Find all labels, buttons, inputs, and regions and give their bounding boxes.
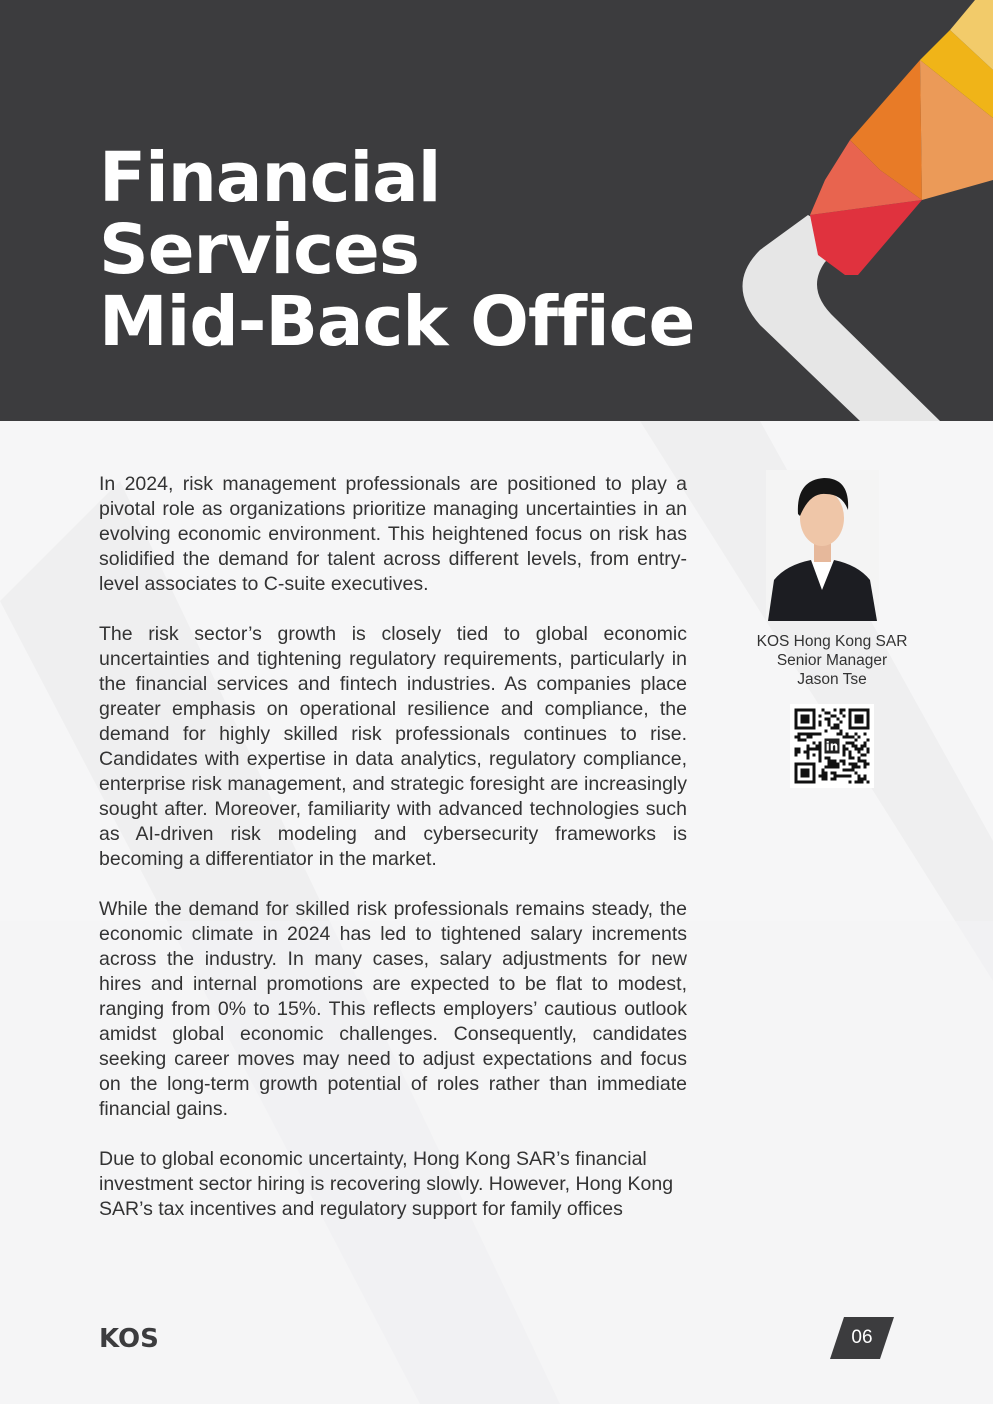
page-number-badge [830,1317,894,1359]
paragraph: While the demand for skilled risk professionals remains steady, the economic climate in 2024 has led to tightened salary increments across the industry. In many cases, salary adjustments for new hires and internal promotions are expected to be flat to modest, ranging from 0% to 15%. This reflects employers’ cautious outlook amidst global economic challenges. Consequently, candidates seeking career moves may need to adjust expectations and focus on the long-term growth potential of roles rather than immediate financial gains. [99,898,687,1120]
svg-text:in: in [825,739,839,754]
paragraph: The risk sector’s growth is closely tied to global economic uncertainties and tightening regulatory requirements, particularly in the financial services and fintech industries. As companies place greater emphasis on operational resilience and compliance, the demand for highly skilled risk professionals continues to rise. Candidates with expertise in data analytics, regulatory compliance, enterprise risk management, and strategic foresight are increasingly sought after. Moreover, familiarity with advanced technologies such as AI-driven risk modeling and cybersecurity frameworks is becoming a differentiator in the market. [99,623,687,870]
title-line-3: Mid-Back Office [99,282,695,362]
contact-role: Senior Manager [776,652,888,669]
page-title [99,138,695,362]
contact-name: Jason Tse [797,671,867,688]
consultant-photo [766,470,879,621]
title-line-2: Services [99,210,419,290]
linkedin-qr-icon[interactable] [790,704,874,788]
paragraph: Due to global economic uncertainty, Hong Kong SAR’s financial investment sector hiring is recovering slowly. However, Hong Kong SAR’s tax incentives and regulatory support for family offices [99,1148,674,1220]
article-body [99,472,687,1222]
paragraph: In 2024, risk management professionals are positioned to play a pivotal role as organizations prioritize managing uncertainties in an evolving economic environment. This heightened focus on risk has solidified the demand for talent across different levels, from entry-level associates to C-suite executives. [99,473,687,595]
title-line-1: Financial [99,138,441,218]
kos-logo: KOS [99,1324,159,1354]
page-number: 06 [851,1327,873,1348]
contact-office: KOS Hong Kong SAR [756,633,908,650]
contact-card [740,632,924,689]
header-banner [0,0,993,421]
